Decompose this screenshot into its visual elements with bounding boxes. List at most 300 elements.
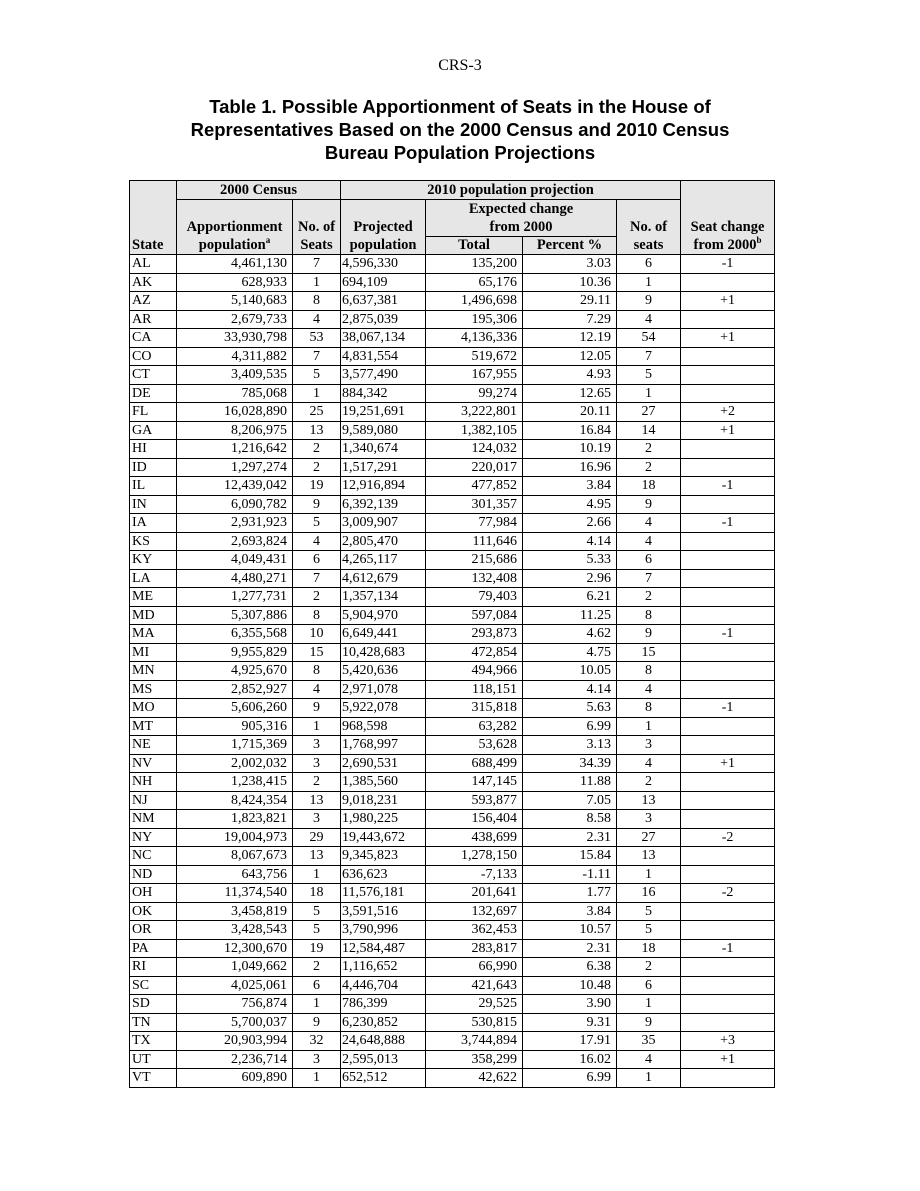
change-percent-cell: 3.84 [523,902,617,921]
seat-change-cell [681,384,775,403]
seat-change-cell [681,310,775,329]
table-row [130,551,775,570]
apportionment-population-cell: 33,930,798 [177,329,293,348]
seat-change-cell: +1 [681,754,775,773]
change-percent-cell: 5.63 [523,699,617,718]
seats-2000-cell: 53 [293,329,341,348]
table-row [130,477,775,496]
apportionment-population-cell: 5,307,886 [177,606,293,625]
seat-change-cell [681,847,775,866]
table-row [130,403,775,422]
header-no-of-seats-2000: No. of Seats [293,199,341,255]
projected-population-cell: 12,916,894 [341,477,426,496]
change-total-cell: 597,084 [426,606,523,625]
seat-change-cell: -1 [681,625,775,644]
seats-2010-cell: 3 [617,736,681,755]
state-cell: AR [130,310,177,329]
seats-2010-cell: 6 [617,976,681,995]
seats-2000-cell: 1 [293,1069,341,1088]
seat-change-cell: +1 [681,1050,775,1069]
seat-change-cell [681,458,775,477]
change-percent-cell: 5.33 [523,551,617,570]
seat-change-cell [681,588,775,607]
change-percent-cell: 10.36 [523,273,617,292]
apportionment-population-cell: 19,004,973 [177,828,293,847]
state-cell: ID [130,458,177,477]
apportionment-population-cell: 905,316 [177,717,293,736]
change-total-cell: 147,145 [426,773,523,792]
projected-population-cell: 3,009,907 [341,514,426,533]
table-body [130,255,775,1088]
seats-2000-cell: 1 [293,384,341,403]
table-row [130,625,775,644]
state-cell: DE [130,384,177,403]
seats-2010-cell: 4 [617,680,681,699]
state-cell: RI [130,958,177,977]
seat-change-cell [681,736,775,755]
seat-change-cell [681,1069,775,1088]
table-row [130,292,775,311]
table-row [130,1013,775,1032]
table-row [130,884,775,903]
table-row [130,680,775,699]
seats-2010-cell: 4 [617,754,681,773]
state-cell: NJ [130,791,177,810]
table-row [130,662,775,681]
change-percent-cell: 7.05 [523,791,617,810]
change-total-cell: 4,136,336 [426,329,523,348]
projected-population-cell: 2,971,078 [341,680,426,699]
seat-change-cell [681,921,775,940]
state-cell: ME [130,588,177,607]
seats-2000-cell: 8 [293,662,341,681]
change-percent-cell: 3.03 [523,255,617,274]
change-total-cell: 1,278,150 [426,847,523,866]
table-row [130,440,775,459]
seats-2000-cell: 19 [293,477,341,496]
seat-change-cell: -1 [681,939,775,958]
projected-population-cell: 19,443,672 [341,828,426,847]
apportionment-population-cell: 6,090,782 [177,495,293,514]
seat-change-cell [681,958,775,977]
seats-2010-cell: 4 [617,310,681,329]
seat-change-cell [681,1013,775,1032]
apportionment-population-cell: 2,679,733 [177,310,293,329]
seats-2000-cell: 15 [293,643,341,662]
state-cell: AK [130,273,177,292]
state-cell: NE [130,736,177,755]
seats-2010-cell: 2 [617,458,681,477]
projected-population-cell: 1,385,560 [341,773,426,792]
apportionment-population-cell: 609,890 [177,1069,293,1088]
change-percent-cell: 6.38 [523,958,617,977]
seats-2000-cell: 5 [293,902,341,921]
seat-change-cell [681,347,775,366]
seats-2010-cell: 6 [617,255,681,274]
projected-population-cell: 636,623 [341,865,426,884]
change-percent-cell: 2.66 [523,514,617,533]
seats-2000-cell: 9 [293,1013,341,1032]
seats-2010-cell: 1 [617,717,681,736]
table-title-line-2: Representatives Based on the 2000 Census and 2010 Census [190,119,730,140]
change-total-cell: 99,274 [426,384,523,403]
projected-population-cell: 786,399 [341,995,426,1014]
seats-2000-cell: 2 [293,588,341,607]
state-cell: SD [130,995,177,1014]
state-cell: OH [130,884,177,903]
table-row [130,1050,775,1069]
seats-2000-cell: 1 [293,865,341,884]
seats-2000-cell: 25 [293,403,341,422]
change-total-cell: 421,643 [426,976,523,995]
projected-population-cell: 2,595,013 [341,1050,426,1069]
apportionment-population-cell: 4,480,271 [177,569,293,588]
apportionment-population-cell: 4,461,130 [177,255,293,274]
state-cell: IL [130,477,177,496]
projected-population-cell: 11,576,181 [341,884,426,903]
state-cell: KS [130,532,177,551]
change-total-cell: 220,017 [426,458,523,477]
seats-2000-cell: 1 [293,995,341,1014]
seat-change-cell: -1 [681,255,775,274]
seat-change-cell [681,569,775,588]
table-title [100,95,820,164]
change-total-cell: 111,646 [426,532,523,551]
seats-2000-cell: 3 [293,736,341,755]
change-total-cell: 215,686 [426,551,523,570]
apportionment-population-cell: 1,715,369 [177,736,293,755]
seat-change-cell: -1 [681,477,775,496]
seats-2000-cell: 8 [293,606,341,625]
change-percent-cell: 4.95 [523,495,617,514]
seats-2010-cell: 7 [617,569,681,588]
table-row [130,384,775,403]
seats-2010-cell: 54 [617,329,681,348]
seats-2010-cell: 2 [617,958,681,977]
change-percent-cell: 10.48 [523,976,617,995]
change-total-cell: 1,382,105 [426,421,523,440]
state-cell: MT [130,717,177,736]
header-total: Total [426,236,523,255]
seats-2000-cell: 8 [293,292,341,311]
change-percent-cell: 15.84 [523,847,617,866]
seats-2000-cell: 32 [293,1032,341,1051]
seat-change-cell [681,810,775,829]
table-title-line-3: Bureau Population Projections [324,142,596,163]
apportionment-population-cell: 6,355,568 [177,625,293,644]
seats-2000-cell: 6 [293,551,341,570]
change-total-cell: 132,697 [426,902,523,921]
seats-2000-cell: 19 [293,939,341,958]
seats-2010-cell: 8 [617,606,681,625]
state-cell: CO [130,347,177,366]
projected-population-cell: 4,831,554 [341,347,426,366]
seat-change-cell: +3 [681,1032,775,1051]
seats-2000-cell: 10 [293,625,341,644]
table-row [130,329,775,348]
seats-2010-cell: 3 [617,810,681,829]
apportionment-population-cell: 2,002,032 [177,754,293,773]
change-percent-cell: 12.05 [523,347,617,366]
state-cell: AL [130,255,177,274]
change-total-cell: 167,955 [426,366,523,385]
state-cell: PA [130,939,177,958]
change-percent-cell: 16.84 [523,421,617,440]
projected-population-cell: 6,649,441 [341,625,426,644]
state-cell: AZ [130,292,177,311]
table-row [130,736,775,755]
table-row [130,902,775,921]
seat-change-cell: -1 [681,514,775,533]
change-percent-cell: 4.62 [523,625,617,644]
seats-2000-cell: 4 [293,310,341,329]
table-row [130,1032,775,1051]
state-cell: MO [130,699,177,718]
apportionment-population-cell: 16,028,890 [177,403,293,422]
apportionment-population-cell: 5,140,683 [177,292,293,311]
header-expected-change: Expected change from 2000 [426,199,617,236]
state-cell: OR [130,921,177,940]
change-percent-cell: 3.84 [523,477,617,496]
seats-2000-cell: 13 [293,847,341,866]
seats-2010-cell: 9 [617,1013,681,1032]
state-cell: TN [130,1013,177,1032]
change-percent-cell: 4.14 [523,680,617,699]
change-percent-cell: 20.11 [523,403,617,422]
change-percent-cell: 12.19 [523,329,617,348]
seats-2000-cell: 7 [293,569,341,588]
change-total-cell: -7,133 [426,865,523,884]
seat-change-cell [681,366,775,385]
state-cell: HI [130,440,177,459]
projected-population-cell: 652,512 [341,1069,426,1088]
projected-population-cell: 4,596,330 [341,255,426,274]
table-row [130,532,775,551]
change-total-cell: 438,699 [426,828,523,847]
table-row [130,976,775,995]
seats-2000-cell: 1 [293,717,341,736]
state-cell: SC [130,976,177,995]
apportionment-population-cell: 4,311,882 [177,347,293,366]
projected-population-cell: 1,768,997 [341,736,426,755]
apportionment-population-cell: 643,756 [177,865,293,884]
projected-population-cell: 5,420,636 [341,662,426,681]
table-row [130,606,775,625]
change-total-cell: 77,984 [426,514,523,533]
change-percent-cell: 11.88 [523,773,617,792]
apportionment-population-cell: 5,606,260 [177,699,293,718]
seat-change-cell: +2 [681,403,775,422]
table-row [130,958,775,977]
projected-population-cell: 6,392,139 [341,495,426,514]
seat-change-cell: -2 [681,884,775,903]
change-total-cell: 65,176 [426,273,523,292]
header-seat-change-label: Seat change from 2000 [690,219,765,253]
seats-2010-cell: 2 [617,773,681,792]
seats-2010-cell: 35 [617,1032,681,1051]
seat-change-cell [681,643,775,662]
seats-2010-cell: 7 [617,347,681,366]
seats-2000-cell: 13 [293,421,341,440]
change-percent-cell: 9.31 [523,1013,617,1032]
change-percent-cell: 7.29 [523,310,617,329]
seat-change-cell [681,606,775,625]
seats-2010-cell: 1 [617,865,681,884]
table-row [130,995,775,1014]
table-row [130,754,775,773]
projected-population-cell: 6,230,852 [341,1013,426,1032]
change-percent-cell: 2.31 [523,939,617,958]
projected-population-cell: 1,980,225 [341,810,426,829]
table-row [130,569,775,588]
projected-population-cell: 9,589,080 [341,421,426,440]
seats-2010-cell: 27 [617,828,681,847]
state-cell: MS [130,680,177,699]
table-row [130,495,775,514]
apportionment-table [129,180,775,1088]
footnote-b-marker: b [756,235,762,246]
projected-population-cell: 1,116,652 [341,958,426,977]
change-total-cell: 79,403 [426,588,523,607]
change-total-cell: 358,299 [426,1050,523,1069]
state-cell: MI [130,643,177,662]
projected-population-cell: 4,612,679 [341,569,426,588]
projected-population-cell: 694,109 [341,273,426,292]
apportionment-population-cell: 1,049,662 [177,958,293,977]
state-cell: GA [130,421,177,440]
change-total-cell: 195,306 [426,310,523,329]
apportionment-population-cell: 1,277,731 [177,588,293,607]
projected-population-cell: 2,805,470 [341,532,426,551]
seats-2010-cell: 27 [617,403,681,422]
seat-change-cell [681,902,775,921]
change-total-cell: 315,818 [426,699,523,718]
change-percent-cell: 6.99 [523,717,617,736]
seats-2010-cell: 13 [617,847,681,866]
change-percent-cell: 4.75 [523,643,617,662]
table-row [130,939,775,958]
table-row [130,810,775,829]
apportionment-population-cell: 4,049,431 [177,551,293,570]
change-total-cell: 29,525 [426,995,523,1014]
change-total-cell: 688,499 [426,754,523,773]
change-total-cell: 132,408 [426,569,523,588]
seats-2000-cell: 5 [293,366,341,385]
seats-2000-cell: 29 [293,828,341,847]
state-cell: IN [130,495,177,514]
state-cell: MD [130,606,177,625]
seats-2000-cell: 4 [293,680,341,699]
seats-2010-cell: 5 [617,902,681,921]
seats-2010-cell: 16 [617,884,681,903]
change-total-cell: 477,852 [426,477,523,496]
seats-2000-cell: 1 [293,273,341,292]
projected-population-cell: 9,018,231 [341,791,426,810]
header-apportionment-population [177,199,293,255]
seat-change-cell [681,717,775,736]
change-total-cell: 63,282 [426,717,523,736]
projected-population-cell: 10,428,683 [341,643,426,662]
seats-2000-cell: 7 [293,255,341,274]
change-percent-cell: -1.11 [523,865,617,884]
apportionment-population-cell: 9,955,829 [177,643,293,662]
seats-2000-cell: 2 [293,440,341,459]
seats-2000-cell: 4 [293,532,341,551]
apportionment-population-cell: 2,236,714 [177,1050,293,1069]
table-row [130,865,775,884]
change-percent-cell: 1.77 [523,884,617,903]
change-total-cell: 1,496,698 [426,292,523,311]
projected-population-cell: 2,875,039 [341,310,426,329]
change-total-cell: 3,744,894 [426,1032,523,1051]
state-cell: IA [130,514,177,533]
state-cell: CA [130,329,177,348]
state-cell: ND [130,865,177,884]
change-total-cell: 201,641 [426,884,523,903]
footnote-a-marker: a [265,235,271,246]
state-cell: MN [130,662,177,681]
seats-2010-cell: 6 [617,551,681,570]
projected-population-cell: 968,598 [341,717,426,736]
state-cell: NM [130,810,177,829]
state-cell: NY [130,828,177,847]
header-percent: Percent % [523,236,617,255]
seat-change-cell [681,995,775,1014]
change-percent-cell: 8.58 [523,810,617,829]
change-percent-cell: 10.19 [523,440,617,459]
projected-population-cell: 9,345,823 [341,847,426,866]
seat-change-cell [681,273,775,292]
state-cell: FL [130,403,177,422]
seats-2000-cell: 3 [293,1050,341,1069]
change-percent-cell: 4.14 [523,532,617,551]
apportionment-population-cell: 5,700,037 [177,1013,293,1032]
header-seat-change [681,181,775,255]
seat-change-cell: +1 [681,329,775,348]
seat-change-cell [681,865,775,884]
seats-2010-cell: 4 [617,514,681,533]
seats-2010-cell: 1 [617,273,681,292]
seats-2000-cell: 7 [293,347,341,366]
change-total-cell: 156,404 [426,810,523,829]
projected-population-cell: 5,922,078 [341,699,426,718]
state-cell: MA [130,625,177,644]
table-row [130,921,775,940]
table-title-line-1: Table 1. Possible Apportionment of Seats in the House of [209,96,711,117]
projected-population-cell: 6,637,381 [341,292,426,311]
seat-change-cell [681,551,775,570]
change-total-cell: 3,222,801 [426,403,523,422]
seats-2010-cell: 18 [617,477,681,496]
change-percent-cell: 11.25 [523,606,617,625]
change-total-cell: 519,672 [426,347,523,366]
projected-population-cell: 12,584,487 [341,939,426,958]
projected-population-cell: 1,357,134 [341,588,426,607]
change-total-cell: 494,966 [426,662,523,681]
change-percent-cell: 6.99 [523,1069,617,1088]
header-group-2010-projection: 2010 population projection [341,181,681,200]
change-total-cell: 42,622 [426,1069,523,1088]
projected-population-cell: 4,446,704 [341,976,426,995]
seats-2000-cell: 3 [293,810,341,829]
table-row [130,273,775,292]
change-percent-cell: 16.96 [523,458,617,477]
table-row [130,773,775,792]
apportionment-population-cell: 3,458,819 [177,902,293,921]
change-percent-cell: 10.57 [523,921,617,940]
change-percent-cell: 34.39 [523,754,617,773]
seats-2010-cell: 9 [617,292,681,311]
